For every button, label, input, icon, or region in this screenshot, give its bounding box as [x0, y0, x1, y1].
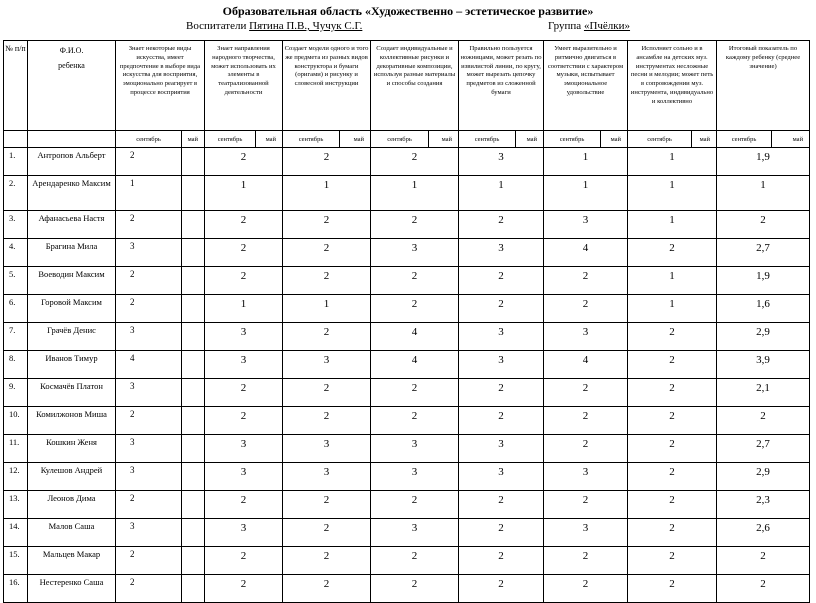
- score-criterion-2: 2: [205, 148, 283, 176]
- score-criterion-3: 1: [283, 176, 371, 211]
- child-name: Брагина Мила: [28, 239, 116, 267]
- score-criterion-5: 2: [459, 267, 544, 295]
- score-total: 2,9: [717, 463, 810, 491]
- score-criterion-2: 3: [205, 435, 283, 463]
- score-criterion-2: 2: [205, 379, 283, 407]
- subheader-may: май: [182, 131, 205, 148]
- score-criterion-6: 2: [544, 295, 628, 323]
- child-name: Кошкин Женя: [28, 435, 116, 463]
- score-september-criterion-1: 2: [116, 211, 182, 239]
- score-criterion-3: 1: [283, 295, 371, 323]
- score-criterion-6: 3: [544, 519, 628, 547]
- child-name: Иванов Тимур: [28, 351, 116, 379]
- score-criterion-2: 2: [205, 547, 283, 575]
- score-total: 2: [717, 211, 810, 239]
- score-criterion-7: 1: [628, 148, 717, 176]
- score-criterion-4: 3: [371, 239, 459, 267]
- page-title: Образовательная область «Художественно – эстетическое развитие»: [222, 4, 594, 18]
- score-criterion-5: 2: [459, 211, 544, 239]
- score-may-criterion-1: [182, 491, 205, 519]
- table-row: [4, 267, 810, 295]
- score-criterion-3: 2: [283, 211, 371, 239]
- score-criterion-5: 3: [459, 351, 544, 379]
- table-row: [4, 176, 810, 211]
- score-criterion-4: 2: [371, 379, 459, 407]
- score-criterion-3: 2: [283, 267, 371, 295]
- score-criterion-4: 2: [371, 407, 459, 435]
- child-name: Горовой Максим: [28, 295, 116, 323]
- subheader-may: май: [601, 131, 628, 148]
- subheader-sep: сентябрь: [459, 131, 516, 148]
- score-may-criterion-1: [182, 435, 205, 463]
- subheader-row: [4, 131, 810, 148]
- score-criterion-7: 1: [628, 267, 717, 295]
- score-total: 2,3: [717, 491, 810, 519]
- score-criterion-5: 2: [459, 491, 544, 519]
- score-may-criterion-1: [182, 176, 205, 211]
- child-name: Арендаренко Максим: [28, 176, 116, 211]
- score-criterion-4: 1: [371, 176, 459, 211]
- row-number: 4.: [4, 239, 28, 267]
- score-criterion-6: 2: [544, 575, 628, 603]
- col-header-criterion-4: Создает индивидуальные и коллективные рисунки и декоративные композиции, используя разные материалы и способы создания: [371, 41, 459, 131]
- score-criterion-5: 2: [459, 519, 544, 547]
- col-header-fio-2: ребенка: [58, 61, 85, 71]
- score-september-criterion-1: 3: [116, 435, 182, 463]
- score-criterion-5: 3: [459, 323, 544, 351]
- score-september-criterion-1: 4: [116, 351, 182, 379]
- score-total: 1,9: [717, 267, 810, 295]
- col-header-criterion-1: Знает некоторые виды искусства, имеет предпочтение в выборе вида искусства для восприятия, эмоционально реагирует в процессе восприятия: [116, 41, 205, 131]
- col-header-fio: [28, 41, 116, 131]
- score-criterion-3: 3: [283, 463, 371, 491]
- subheader-sep: сентябрь: [717, 131, 772, 148]
- score-criterion-2: 3: [205, 351, 283, 379]
- score-september-criterion-1: 2: [116, 295, 182, 323]
- subheader-may: май: [340, 131, 371, 148]
- score-criterion-2: 2: [205, 211, 283, 239]
- score-criterion-2: 3: [205, 323, 283, 351]
- score-criterion-7: 2: [628, 435, 717, 463]
- score-september-criterion-1: 2: [116, 547, 182, 575]
- score-criterion-3: 2: [283, 148, 371, 176]
- score-may-criterion-1: [182, 267, 205, 295]
- score-criterion-4: 4: [371, 351, 459, 379]
- score-total: 1,9: [717, 148, 810, 176]
- score-criterion-7: 2: [628, 407, 717, 435]
- table-row: [4, 351, 810, 379]
- subheader-may: май: [256, 131, 283, 148]
- group-line: [548, 20, 630, 32]
- score-total: 2,6: [717, 519, 810, 547]
- row-number: 10.: [4, 407, 28, 435]
- score-total: 3,9: [717, 351, 810, 379]
- score-may-criterion-1: [182, 463, 205, 491]
- score-criterion-5: 2: [459, 547, 544, 575]
- row-number: 2.: [4, 176, 28, 211]
- score-criterion-6: 4: [544, 351, 628, 379]
- assessment-table: [3, 40, 810, 603]
- score-criterion-7: 2: [628, 239, 717, 267]
- row-number: 7.: [4, 323, 28, 351]
- subheader-may: май: [516, 131, 544, 148]
- score-criterion-7: 2: [628, 323, 717, 351]
- score-criterion-5: 2: [459, 295, 544, 323]
- score-total: 2: [717, 407, 810, 435]
- score-criterion-3: 3: [283, 435, 371, 463]
- score-may-criterion-1: [182, 547, 205, 575]
- row-number: 15.: [4, 547, 28, 575]
- table-row: [4, 491, 810, 519]
- col-header-total: Итоговый показатель по каждому ребенку (среднее значение): [717, 41, 810, 131]
- table-row: [4, 519, 810, 547]
- score-total: 2,7: [717, 435, 810, 463]
- child-name: Афанасьева Настя: [28, 211, 116, 239]
- col-header-criterion-7: Исполняет сольно и в ансамбле на детских муз. инструментах несложные песни и мелодии; может петь в сопровождении муз. инструмента, индивидуально и коллективно: [628, 41, 717, 131]
- score-criterion-7: 1: [628, 176, 717, 211]
- score-criterion-3: 2: [283, 379, 371, 407]
- table-row: [4, 575, 810, 603]
- child-name: Космачёв Платон: [28, 379, 116, 407]
- score-criterion-3: 2: [283, 547, 371, 575]
- score-criterion-7: 2: [628, 491, 717, 519]
- score-criterion-6: 1: [544, 176, 628, 211]
- subheader-sep: сентябрь: [628, 131, 692, 148]
- score-may-criterion-1: [182, 211, 205, 239]
- row-number: 12.: [4, 463, 28, 491]
- score-september-criterion-1: 2: [116, 491, 182, 519]
- score-criterion-7: 1: [628, 295, 717, 323]
- score-criterion-2: 1: [205, 295, 283, 323]
- col-header-criterion-3: Создает модели одного и того же предмета из разных видов конструктора и бумаги (оригами) и рисунку и словесной инструкции: [283, 41, 371, 131]
- subheader-sep: сентябрь: [283, 131, 340, 148]
- child-name: Воеводин Максим: [28, 267, 116, 295]
- child-name: Малов Саша: [28, 519, 116, 547]
- score-criterion-2: 2: [205, 491, 283, 519]
- score-criterion-6: 3: [544, 211, 628, 239]
- subheader-empty-fio: [28, 131, 116, 148]
- table-row: [4, 547, 810, 575]
- score-september-criterion-1: 3: [116, 379, 182, 407]
- table-row: [4, 148, 810, 176]
- score-criterion-4: 3: [371, 435, 459, 463]
- score-criterion-2: 2: [205, 239, 283, 267]
- child-name: Комилжонов Миша: [28, 407, 116, 435]
- score-criterion-7: 2: [628, 575, 717, 603]
- child-name: Нестеренко Саша: [28, 575, 116, 603]
- child-name: Грачёв Денис: [28, 323, 116, 351]
- score-criterion-6: 3: [544, 323, 628, 351]
- subheader-may: май: [429, 131, 459, 148]
- score-criterion-6: 2: [544, 491, 628, 519]
- score-total: 2,1: [717, 379, 810, 407]
- score-criterion-2: 3: [205, 519, 283, 547]
- col-header-criterion-2: Знает направления народного творчества, может использовать их элементы в театрализованной деятельности: [205, 41, 283, 131]
- score-may-criterion-1: [182, 295, 205, 323]
- score-criterion-2: 2: [205, 575, 283, 603]
- child-name: Мальцев Макар: [28, 547, 116, 575]
- score-criterion-2: 3: [205, 463, 283, 491]
- score-september-criterion-1: 2: [116, 267, 182, 295]
- score-total: 1,6: [717, 295, 810, 323]
- row-number: 13.: [4, 491, 28, 519]
- score-september-criterion-1: 3: [116, 323, 182, 351]
- score-september-criterion-1: 3: [116, 239, 182, 267]
- subheader-empty-no: [4, 131, 28, 148]
- score-criterion-5: 3: [459, 463, 544, 491]
- score-total: 2: [717, 547, 810, 575]
- col-header-criterion-6: Умеет выразительно и ритмично двигаться в соответствии с характером музыки, испытывает эмоциональное удовольствие: [544, 41, 628, 131]
- subheader-may: май: [772, 131, 810, 148]
- score-may-criterion-1: [182, 575, 205, 603]
- score-criterion-5: 3: [459, 435, 544, 463]
- score-may-criterion-1: [182, 379, 205, 407]
- score-criterion-4: 2: [371, 267, 459, 295]
- score-criterion-6: 2: [544, 267, 628, 295]
- score-september-criterion-1: 3: [116, 463, 182, 491]
- table-row: [4, 463, 810, 491]
- score-criterion-6: 4: [544, 239, 628, 267]
- score-criterion-4: 3: [371, 463, 459, 491]
- row-number: 11.: [4, 435, 28, 463]
- score-criterion-3: 2: [283, 407, 371, 435]
- row-number: 1.: [4, 148, 28, 176]
- score-criterion-6: 2: [544, 435, 628, 463]
- score-criterion-2: 2: [205, 407, 283, 435]
- score-criterion-7: 2: [628, 351, 717, 379]
- score-criterion-3: 2: [283, 519, 371, 547]
- score-criterion-5: 1: [459, 176, 544, 211]
- table-row: [4, 323, 810, 351]
- teachers-names: Пятина П.В., Чучук С.Г.: [249, 20, 363, 32]
- score-criterion-4: 2: [371, 575, 459, 603]
- table-row: [4, 211, 810, 239]
- score-september-criterion-1: 2: [116, 148, 182, 176]
- score-criterion-7: 2: [628, 547, 717, 575]
- score-may-criterion-1: [182, 148, 205, 176]
- score-criterion-5: 2: [459, 379, 544, 407]
- row-number: 5.: [4, 267, 28, 295]
- subheader-sep: сентябрь: [205, 131, 256, 148]
- col-header-no: № п/п: [4, 41, 28, 131]
- score-criterion-7: 1: [628, 211, 717, 239]
- score-criterion-3: 2: [283, 323, 371, 351]
- table-row: [4, 407, 810, 435]
- score-criterion-4: 4: [371, 323, 459, 351]
- score-criterion-4: 2: [371, 491, 459, 519]
- score-criterion-7: 2: [628, 463, 717, 491]
- score-criterion-2: 2: [205, 267, 283, 295]
- row-number: 16.: [4, 575, 28, 603]
- score-may-criterion-1: [182, 351, 205, 379]
- score-criterion-4: 2: [371, 295, 459, 323]
- row-number: 8.: [4, 351, 28, 379]
- group-name: «Пчёлки»: [583, 20, 631, 32]
- score-criterion-3: 2: [283, 575, 371, 603]
- subheader-sep: сентябрь: [371, 131, 429, 148]
- score-criterion-6: 2: [544, 379, 628, 407]
- score-may-criterion-1: [182, 407, 205, 435]
- score-may-criterion-1: [182, 239, 205, 267]
- score-total: 2,7: [717, 239, 810, 267]
- score-criterion-6: 1: [544, 148, 628, 176]
- col-header-fio-1: Ф.И.О.: [59, 46, 84, 55]
- score-criterion-3: 2: [283, 239, 371, 267]
- row-number: 9.: [4, 379, 28, 407]
- teachers-line: [186, 20, 362, 32]
- header-row: [4, 41, 810, 131]
- table-row: [4, 239, 810, 267]
- score-may-criterion-1: [182, 323, 205, 351]
- child-name: Леонов Дима: [28, 491, 116, 519]
- score-criterion-7: 2: [628, 519, 717, 547]
- table-row: [4, 435, 810, 463]
- score-criterion-5: 2: [459, 575, 544, 603]
- score-total: 1: [717, 176, 810, 211]
- score-september-criterion-1: 2: [116, 407, 182, 435]
- row-number: 14.: [4, 519, 28, 547]
- teachers-label: Воспитатели: [186, 20, 247, 32]
- score-criterion-5: 3: [459, 148, 544, 176]
- subheader-sep: сентябрь: [116, 131, 182, 148]
- score-criterion-4: 2: [371, 211, 459, 239]
- score-total: 2,9: [717, 323, 810, 351]
- score-criterion-6: 3: [544, 463, 628, 491]
- score-criterion-3: 2: [283, 491, 371, 519]
- group-label: Группа: [548, 20, 582, 32]
- score-criterion-6: 2: [544, 547, 628, 575]
- table-row: [4, 379, 810, 407]
- col-header-criterion-5: Правильно пользуется ножницами, может резать по извилистой линии, по кругу, может вырезать цепочку предметов из сложенной бумаги: [459, 41, 544, 131]
- score-criterion-4: 2: [371, 148, 459, 176]
- score-criterion-7: 2: [628, 379, 717, 407]
- score-criterion-5: 2: [459, 407, 544, 435]
- score-criterion-6: 2: [544, 407, 628, 435]
- subheader-sep: сентябрь: [544, 131, 601, 148]
- score-september-criterion-1: 2: [116, 575, 182, 603]
- table-row: [4, 295, 810, 323]
- score-total: 2: [717, 575, 810, 603]
- score-criterion-4: 3: [371, 519, 459, 547]
- score-september-criterion-1: 3: [116, 519, 182, 547]
- subheader-may: май: [692, 131, 717, 148]
- score-september-criterion-1: 1: [116, 176, 182, 211]
- child-name: Антропов Альберт: [28, 148, 116, 176]
- row-number: 3.: [4, 211, 28, 239]
- score-criterion-3: 3: [283, 351, 371, 379]
- score-may-criterion-1: [182, 519, 205, 547]
- score-criterion-4: 2: [371, 547, 459, 575]
- child-name: Кулешов Андрей: [28, 463, 116, 491]
- row-number: 6.: [4, 295, 28, 323]
- score-criterion-2: 1: [205, 176, 283, 211]
- score-criterion-5: 3: [459, 239, 544, 267]
